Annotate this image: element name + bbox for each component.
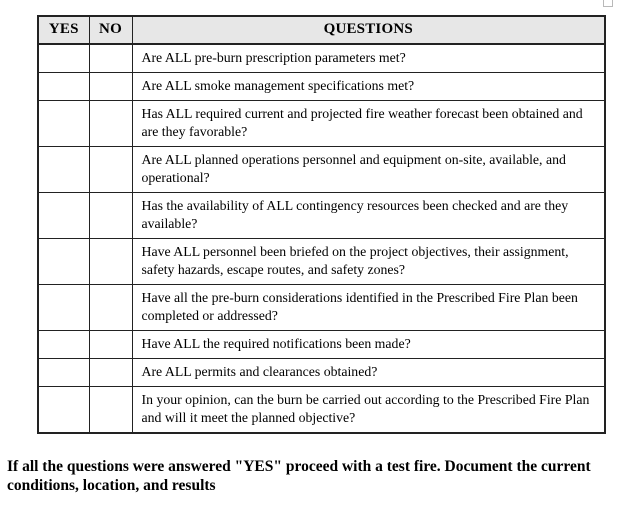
no-checkbox-cell[interactable] (89, 331, 132, 359)
no-column-header: NO (89, 16, 132, 44)
question-text: Are ALL smoke management specifications met? (132, 73, 605, 101)
yes-checkbox-cell[interactable] (38, 359, 89, 387)
yes-checkbox-cell[interactable] (38, 331, 89, 359)
question-text: Has ALL required current and projected fire weather forecast been obtained and are they favorable? (132, 101, 605, 147)
table-header-row (38, 16, 605, 44)
no-checkbox-cell[interactable] (89, 387, 132, 434)
no-checkbox-cell[interactable] (89, 147, 132, 193)
checklist-header-row (38, 16, 605, 44)
table-row (38, 285, 605, 331)
table-row (38, 331, 605, 359)
yes-checkbox-cell[interactable] (38, 147, 89, 193)
yes-checkbox-cell[interactable] (38, 387, 89, 434)
table-row (38, 193, 605, 239)
table-row (38, 73, 605, 101)
cropped-checkbox-icon (603, 0, 613, 7)
question-text: In your opinion, can the burn be carried out according to the Prescribed Fire Plan and will it meet the planned objective? (132, 387, 605, 434)
yes-checkbox-cell[interactable] (38, 73, 89, 101)
question-text: Have ALL personnel been briefed on the project objectives, their assignment, safety hazards, escape routes, and safety zones? (132, 239, 605, 285)
questions-column-header: QUESTIONS (132, 16, 605, 44)
question-text: Have all the pre-burn considerations identified in the Prescribed Fire Plan been completed or addressed? (132, 285, 605, 331)
no-checkbox-cell[interactable] (89, 44, 132, 73)
test-fire-instruction (7, 457, 623, 495)
no-checkbox-cell[interactable] (89, 193, 132, 239)
table-row (38, 359, 605, 387)
table-row (38, 101, 605, 147)
question-text: Are ALL pre-burn prescription parameters met? (132, 44, 605, 73)
table-row (38, 44, 605, 73)
go-no-go-checklist-table (37, 15, 606, 434)
table-row (38, 239, 605, 285)
no-checkbox-cell[interactable] (89, 239, 132, 285)
yes-checkbox-cell[interactable] (38, 101, 89, 147)
yes-checkbox-cell[interactable] (38, 285, 89, 331)
question-text: Are ALL planned operations personnel and equipment on-site, available, and operational? (132, 147, 605, 193)
question-text: Are ALL permits and clearances obtained? (132, 359, 605, 387)
test-fire-instruction-line1: If all the questions were answered "YES" proceed with a test fire. Document the current (7, 458, 591, 475)
no-checkbox-cell[interactable] (89, 285, 132, 331)
no-checkbox-cell[interactable] (89, 101, 132, 147)
yes-checkbox-cell[interactable] (38, 193, 89, 239)
question-text: Have ALL the required notifications been made? (132, 331, 605, 359)
test-fire-instruction-line2: conditions, location, and results (7, 477, 216, 494)
no-checkbox-cell[interactable] (89, 73, 132, 101)
question-text: Has the availability of ALL contingency resources been checked and are they available? (132, 193, 605, 239)
yes-checkbox-cell[interactable] (38, 239, 89, 285)
table-row (38, 147, 605, 193)
yes-checkbox-cell[interactable] (38, 44, 89, 73)
yes-column-header: YES (38, 16, 89, 44)
no-checkbox-cell[interactable] (89, 359, 132, 387)
table-row (38, 387, 605, 434)
